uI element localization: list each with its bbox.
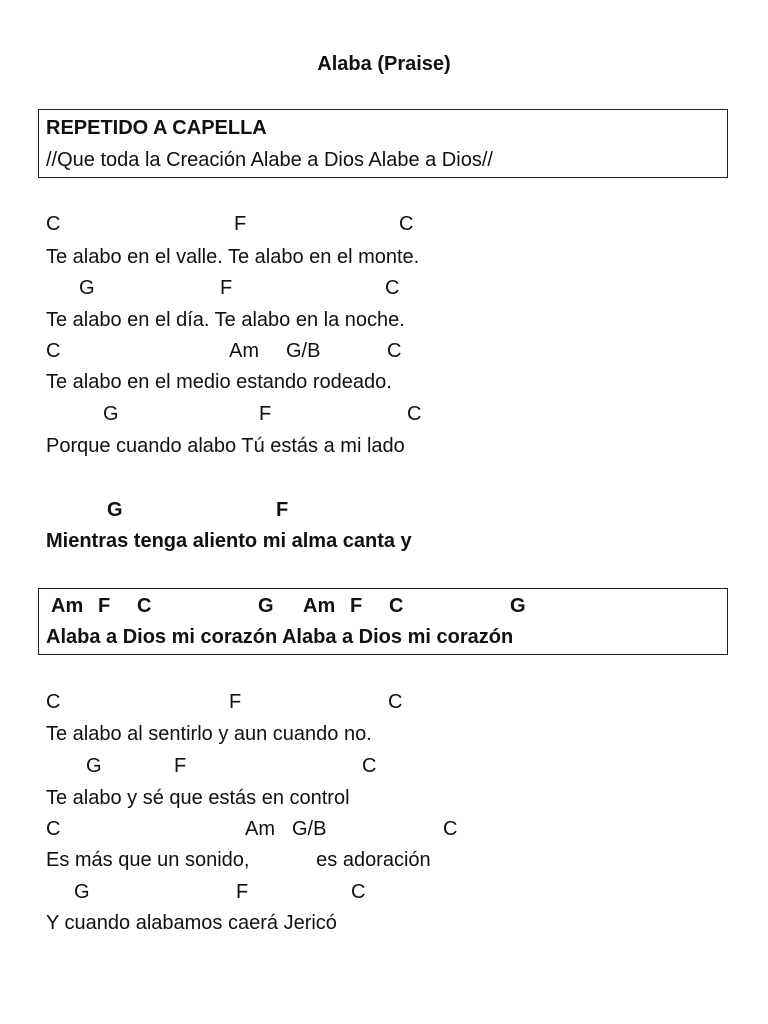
chord: C: [388, 691, 403, 713]
chord-row: [0, 817, 768, 841]
chord-row: [0, 339, 768, 363]
chord: Am: [229, 340, 259, 362]
chord: G: [79, 277, 95, 299]
chord: F: [350, 595, 363, 617]
chord: F: [98, 595, 111, 617]
song-title: Alaba (Praise): [317, 53, 451, 75]
chord: F: [234, 213, 247, 235]
lyric-line: Te alabo en el medio estando rodeado.: [46, 371, 392, 393]
chord: F: [259, 403, 272, 425]
chord: F: [276, 499, 289, 521]
chord: G: [510, 595, 526, 617]
lyric-line: Y cuando alabamos caerá Jericó: [46, 912, 337, 934]
chord-row: [0, 594, 768, 618]
lyric-line: Mientras tenga aliento mi alma canta y: [46, 530, 412, 552]
box-heading: REPETIDO A CAPELLA: [46, 117, 267, 139]
chord: C: [46, 340, 61, 362]
lyric-line: Alaba a Dios mi corazón Alaba a Dios mi corazón: [46, 626, 514, 648]
chord: G: [74, 881, 90, 903]
chord: G/B: [292, 818, 327, 840]
chord: F: [174, 755, 187, 777]
chord-row: [0, 402, 768, 426]
lyric-line: Te alabo al sentirlo y aun cuando no.: [46, 723, 372, 745]
chord: G: [258, 595, 274, 617]
chord: G: [107, 499, 123, 521]
chord-row: [0, 276, 768, 300]
chord: Am: [303, 595, 336, 617]
chord: C: [389, 595, 404, 617]
chord: F: [229, 691, 242, 713]
lyric-line: Te alabo en el valle. Te alabo en el monte.: [46, 246, 420, 268]
chord: C: [443, 818, 458, 840]
chord: C: [46, 691, 61, 713]
chord: G/B: [286, 340, 321, 362]
lyric-line: Porque cuando alabo Tú estás a mi lado: [46, 435, 405, 457]
chord-row: [0, 690, 768, 714]
chord: C: [46, 213, 61, 235]
chord-row: [0, 754, 768, 778]
lyric-line: Te alabo en el día. Te alabo en la noche.: [46, 309, 405, 331]
chord: G: [103, 403, 119, 425]
chord-row: [0, 498, 768, 522]
chord-row: [0, 880, 768, 904]
chord: F: [236, 881, 249, 903]
chord: C: [385, 277, 400, 299]
chord: C: [362, 755, 377, 777]
chord: C: [407, 403, 422, 425]
box-lyric-line: //Que toda la Creación Alabe a Dios Alabe a Dios//: [46, 149, 493, 171]
chord-row: [0, 212, 768, 236]
chord: C: [399, 213, 414, 235]
chord: C: [387, 340, 402, 362]
chord: C: [351, 881, 366, 903]
chord: C: [137, 595, 152, 617]
lyric-line: Es más que un sonido, es adoración: [46, 849, 431, 871]
chord: C: [46, 818, 61, 840]
chord: Am: [51, 595, 84, 617]
chord: Am: [245, 818, 275, 840]
chord: G: [86, 755, 102, 777]
lyric-line: Te alabo y sé que estás en control: [46, 787, 350, 809]
chord: F: [220, 277, 233, 299]
